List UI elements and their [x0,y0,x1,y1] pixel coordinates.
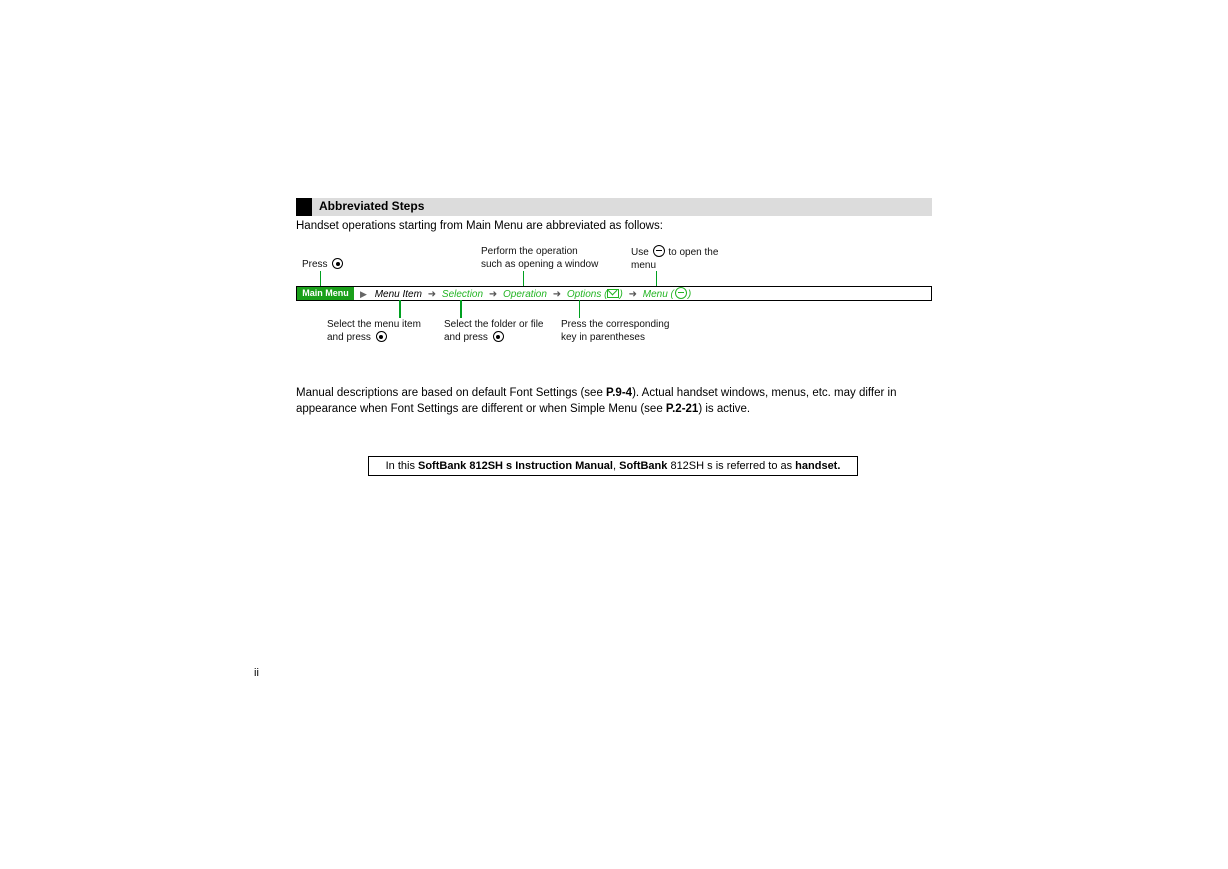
connector-line [320,271,321,286]
annotation-menu-item [327,318,421,344]
step-operation: Operation [503,289,547,300]
section-header [296,198,932,216]
center-key-icon [493,331,504,342]
annotation-use [631,245,718,272]
intro-text: Handset operations starting from Main Menu are abbreviated as follows: [296,220,663,232]
annotation-perform-line2: such as opening a window [481,259,599,270]
page-reference[interactable]: P.2-21 [665,403,699,415]
annotation-key [561,318,669,344]
step-menu: Menu ( ) [642,289,692,300]
arrow-icon: ➜ [488,289,498,300]
annotation-use-line2: menu [631,260,657,271]
annotation-press-text: Press [302,259,328,270]
section-title: Abbreviated Steps [319,199,425,213]
annotation-folder-line1: Select the folder or file [444,319,544,330]
annotation-menu-item-line2: and press [327,332,371,343]
arrow-icon: ➜ [628,289,637,300]
note-box: In this SoftBank 812SH s Instruction Manual, SoftBank 812SH s is referred to as handset. [368,456,858,476]
connector-line [460,300,462,318]
center-key-icon [376,331,387,342]
triangle-icon: ▶ [360,289,367,299]
connector-line [579,300,580,318]
annotation-perform-line1: Perform the operation [481,246,578,257]
menu-key-icon [675,287,687,299]
annotation-menu-item-line1: Select the menu item [327,319,421,330]
center-key-icon [332,258,343,269]
connector-line [399,300,401,318]
mail-key-icon [607,289,619,298]
section-marker [296,198,312,216]
connector-line [523,271,524,286]
description-paragraph: Manual descriptions are based on default Font Settings (see P.9-4). Actual handset windows, menus, etc. may differ in appearance when Font Settings are different or when Simple Menu (see P.2-21) is active. [296,387,897,415]
annotation-key-line1: Press the corresponding [561,319,670,330]
step-options: Options ( ) [566,289,623,300]
step-bar [296,286,932,301]
main-menu-tag: Main Menu [297,287,354,300]
annotation-folder [444,318,544,344]
annotation-use-pre: Use [631,247,649,258]
arrow-icon: ➜ [552,289,562,300]
annotation-perform [481,245,598,271]
annotation-key-line2: key in parentheses [561,332,645,343]
step-items [360,287,691,300]
connector-line [656,271,657,286]
annotation-use-post: to open the [668,247,719,258]
step-menu-item: Menu Item [374,289,422,300]
page-reference[interactable]: P.9-4 [606,387,633,399]
step-selection: Selection [441,289,484,300]
page-number: ii [254,667,259,679]
annotation-folder-line2: and press [444,332,488,343]
arrow-icon: ➜ [427,289,437,300]
menu-key-icon [653,245,665,257]
annotation-press [302,258,343,271]
